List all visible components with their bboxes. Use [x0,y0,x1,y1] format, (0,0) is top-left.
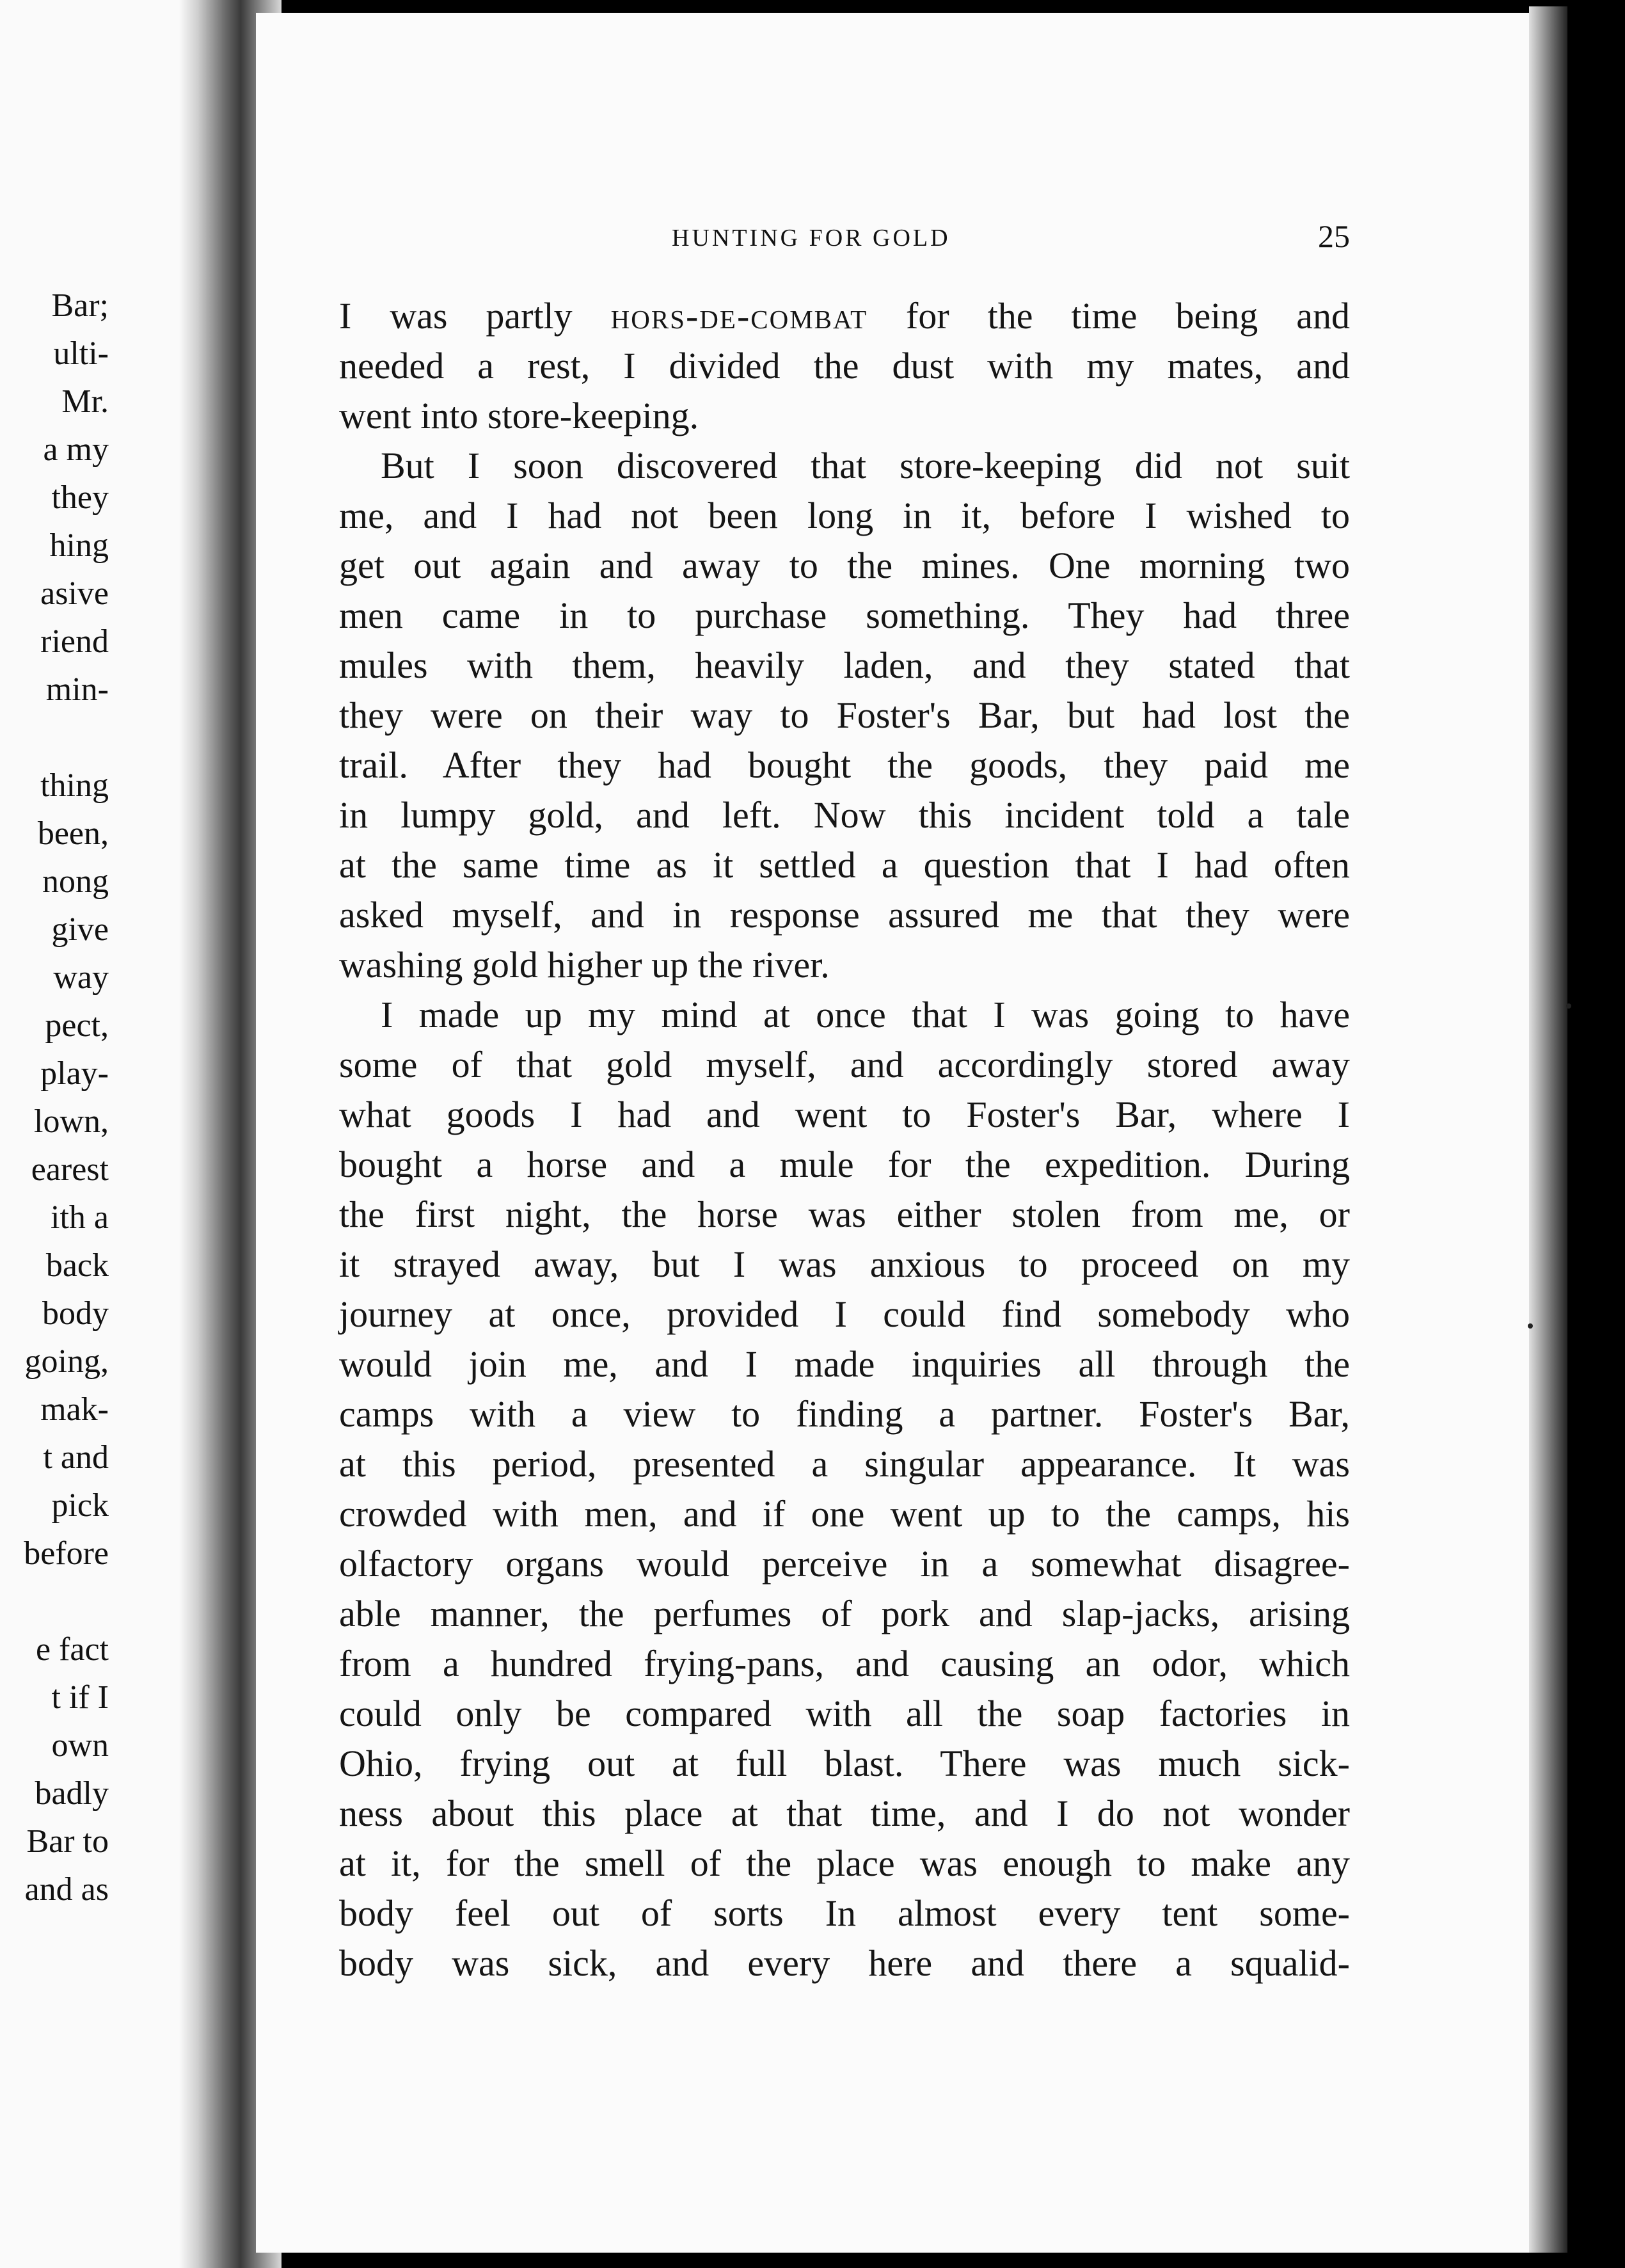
fragment-line: before [24,1535,109,1572]
fragment-line: asive [40,575,109,612]
text-line: get out again and away to the mines. One morning two [339,545,1350,586]
text-line: some of that gold myself, and accordingly stored away [339,1044,1350,1085]
fragment-line: Mr. [61,383,109,420]
fragment-line: going, [24,1343,109,1380]
fragment-line: e fact [35,1631,109,1668]
fragment-line: hing [49,527,109,564]
fragment-line: t if I [51,1679,109,1716]
text-line: men came in to purchase something. They had three [339,595,1350,636]
previous-page [0,0,192,2268]
fragment-line: body [42,1295,109,1332]
fragment-line: own [51,1727,109,1764]
text-line: body feel out of sorts In almost every tent some- [339,1892,1350,1934]
text-line: went into store-keeping. [339,395,699,436]
running-head: HUNTING FOR GOLD [672,225,951,252]
text-line: at the same time as it settled a question that I had often [339,844,1350,886]
fragment-line: riend [40,623,109,660]
text-line: ness about this place at that time, and I do not wonder [339,1793,1350,1834]
hors-de-combat-small-caps: hors-de-combat [610,295,868,337]
fragment-line: a my [43,431,109,468]
text-line: olfactory organs would perceive in a somewhat disagree- [339,1543,1350,1585]
fragment-line: pect, [45,1007,109,1044]
text-line: camps with a view to finding a partner. Foster's Bar, [339,1393,1350,1435]
text-line: could only be compared with all the soap factories in [339,1693,1350,1734]
text-line: mules with them, heavily laden, and they stated that [339,644,1350,686]
dust-speck [1528,1323,1533,1329]
text-line: it strayed away, but I was anxious to proceed on my [339,1243,1350,1285]
fragment-line: way [53,959,109,996]
dust-speck [1566,1003,1571,1009]
fragment-line: been, [37,815,109,852]
text-line: in lumpy gold, and left. Now this incident told a tale [339,794,1350,836]
text-line: crowded with men, and if one went up to the camps, his [339,1493,1350,1535]
fragment-line: and as [24,1871,109,1908]
fragment-line: t and [43,1439,109,1476]
text-line: Ohio, frying out at full blast. There was much sick- [339,1743,1350,1784]
text-line: what goods I had and went to Foster's Bar, where I [339,1094,1350,1135]
previous-page-text [0,282,109,1913]
text-line: trail. After they had bought the goods, they paid me [339,744,1350,786]
fragment-line: Bar to [26,1823,109,1860]
fragment-line: ulti- [53,335,109,372]
fragment-line: badly [35,1775,109,1812]
fragment-line: mak- [40,1391,109,1428]
fragment-line: min- [45,671,109,708]
text-line: they were on their way to Foster's Bar, but had lost the [339,694,1350,736]
fragment-line: Bar; [51,287,109,324]
fragment-line [0,1577,109,1625]
page-edge-shadow [1529,6,1567,2253]
text-line: journey at once, provided I could find somebody who [339,1293,1350,1335]
fragment-line [0,714,109,762]
text-line: asked myself, and in response assured me that they were [339,894,1350,936]
text-line: I was partly hors-de-combat for the time being and [339,295,1350,337]
text-line: body was sick, and every here and there a squalid- [339,1942,1350,1984]
page-body-text [339,291,1350,1988]
text-line: would join me, and I made inquiries all through the [339,1343,1350,1385]
text-line: needed a rest, I divided the dust with my mates, and [339,345,1350,387]
fragment-line: nong [42,863,109,900]
text-line: But I soon discovered that store-keeping did not suit [381,445,1350,486]
text-line: the first night, the horse was either stolen from me, or [339,1194,1350,1235]
fragment-line: earest [31,1151,109,1188]
text-line: bought a horse and a mule for the expedition. During [339,1144,1350,1185]
fragment-line: back [45,1247,109,1284]
text-line: from a hundred frying-pans, and causing an odor, which [339,1643,1350,1684]
fragment-line: ith a [51,1199,109,1236]
text-line: washing gold higher up the river. [339,944,830,986]
fragment-line: lown, [34,1103,109,1140]
page-number: 25 [1318,218,1350,254]
text-line: able manner, the perfumes of pork and slap-jacks, arising [339,1593,1350,1634]
text-line: at it, for the smell of the place was enough to make any [339,1842,1350,1884]
text-line: me, and I had not been long in it, before I wished to [339,495,1350,536]
fragment-line: pick [51,1487,109,1524]
fragment-line: thing [40,767,109,804]
fragment-line: they [51,479,109,516]
text-line: at this period, presented a singular appearance. It was [339,1443,1350,1485]
text-line: I made up my mind at once that I was going to have [381,994,1350,1035]
fragment-line: give [51,911,109,948]
fragment-line: play- [40,1055,109,1092]
